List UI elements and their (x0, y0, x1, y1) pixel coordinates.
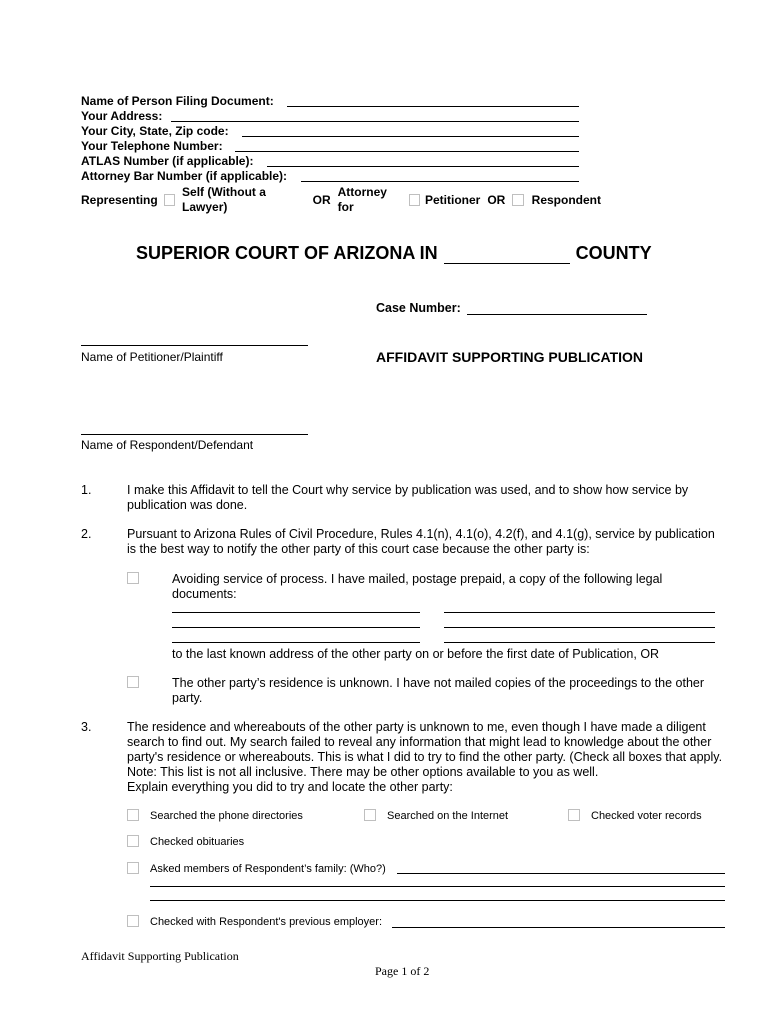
court-title (136, 243, 652, 264)
petitioner-rep-label: Petitioner (425, 192, 481, 207)
case-number-field[interactable] (467, 302, 647, 315)
county-field[interactable] (444, 247, 570, 264)
voter-records-label: Checked voter records (591, 810, 702, 822)
legal-doc-field-2a[interactable] (172, 627, 420, 628)
case-number-label: Case Number: (376, 301, 461, 315)
court-title-left: SUPERIOR COURT OF ARIZONA IN (136, 243, 438, 263)
family-checkbox[interactable] (127, 862, 139, 874)
filer-address-label: Your Address: (81, 109, 163, 123)
filer-phone-label: Your Telephone Number: (81, 139, 223, 153)
petitioner-label: Name of Petitioner/Plaintiff (81, 350, 223, 364)
self-checkbox[interactable] (164, 194, 175, 206)
representing-label: Representing (81, 192, 158, 207)
internet-checkbox[interactable] (364, 809, 376, 821)
item-2-number: 2. (81, 527, 92, 541)
petitioner-checkbox[interactable] (409, 194, 420, 206)
filer-bar-field[interactable] (301, 181, 579, 182)
avoiding-service-text: Avoiding service of process. I have mailed, postage prepaid, a copy of the following legal documents: (172, 572, 663, 601)
legal-doc-field-1a[interactable] (172, 612, 420, 613)
employer-field[interactable] (392, 927, 725, 928)
filer-address-field[interactable] (171, 121, 579, 122)
item-3-explain: Explain everything you did to try and locate the other party: (127, 780, 453, 794)
item-2-text: Pursuant to Arizona Rules of Civil Procedure, Rules 4.1(n), 4.1(o), 4.2(f), and 4.1(g), service by publication is the best way to notify the other party of this court case because the other party is: (127, 527, 715, 556)
family-field-1[interactable] (397, 873, 725, 874)
item-3-text: The residence and whereabouts of the other party is unknown to me, even though I have made a diligent search to find out. My search failed to reveal any information that might lead to knowledge about the other party's residence or whereabouts. This is what I did to try to find the other party. (Check all boxes that apply. Note: This list is not all inclusive. There may be other options available to you as well. (127, 720, 723, 779)
attorney-for-label: Attorney for (337, 185, 387, 214)
avoiding-service-checkbox[interactable] (127, 572, 139, 584)
or-text-1: OR (312, 192, 331, 207)
filer-city-label: Your City, State, Zip code: (81, 124, 229, 138)
family-label: Asked members of Respondent’s family: (Who?) (150, 863, 386, 875)
footer-page-number: Page 1 of 2 (375, 964, 430, 978)
legal-doc-field-3b[interactable] (444, 642, 715, 643)
phone-directories-label: Searched the phone directories (150, 810, 303, 822)
self-label: Self (Without a Lawyer) (182, 185, 266, 214)
legal-doc-field-3a[interactable] (172, 642, 420, 643)
mailed-address-text: to the last known address of the other party on or before the first date of Publication, OR (172, 647, 660, 661)
filer-atlas-field[interactable] (267, 166, 579, 167)
filer-city-field[interactable] (242, 136, 579, 137)
phone-directories-checkbox[interactable] (127, 809, 139, 821)
family-field-3[interactable] (150, 900, 725, 901)
employer-checkbox[interactable] (127, 915, 139, 927)
document-title: AFFIDAVIT SUPPORTING PUBLICATION (376, 349, 644, 365)
residence-unknown-text: The other party’s residence is unknown. I have not mailed copies of the proceedings to the other party. (172, 676, 705, 705)
filer-atlas-label: ATLAS Number (if applicable): (81, 154, 254, 168)
legal-doc-field-2b[interactable] (444, 627, 715, 628)
filer-bar-label: Attorney Bar Number (if applicable): (81, 169, 288, 183)
family-field-2[interactable] (150, 886, 725, 887)
court-title-right: COUNTY (575, 243, 652, 263)
legal-doc-field-1b[interactable] (444, 612, 715, 613)
respondent-checkbox[interactable] (512, 194, 523, 206)
item-1-number: 1. (81, 483, 92, 497)
item-1-text: I make this Affidavit to tell the Court why service by publication was used, and to show how service by publication was done. (127, 483, 689, 512)
case-number (376, 301, 647, 315)
respondent-label: Name of Respondent/Defendant (81, 438, 254, 452)
filer-info-block (81, 94, 601, 215)
residence-unknown-checkbox[interactable] (127, 676, 139, 688)
employer-label: Checked with Respondent's previous employer: (150, 916, 382, 928)
respondent-name-field[interactable] (81, 434, 308, 435)
obituaries-label: Checked obituaries (150, 836, 245, 848)
filer-name-label: Name of Person Filing Document: (81, 94, 274, 108)
obituaries-checkbox[interactable] (127, 835, 139, 847)
internet-label: Searched on the Internet (387, 810, 509, 822)
footer-doc-name: Affidavit Supporting Publication (81, 949, 239, 963)
respondent-rep-label: Respondent (531, 192, 602, 207)
item-3-number: 3. (81, 720, 92, 734)
voter-records-checkbox[interactable] (568, 809, 580, 821)
filer-name-field[interactable] (287, 106, 579, 107)
petitioner-name-field[interactable] (81, 345, 308, 346)
or-text-2: OR (487, 192, 506, 207)
filer-phone-field[interactable] (235, 151, 579, 152)
